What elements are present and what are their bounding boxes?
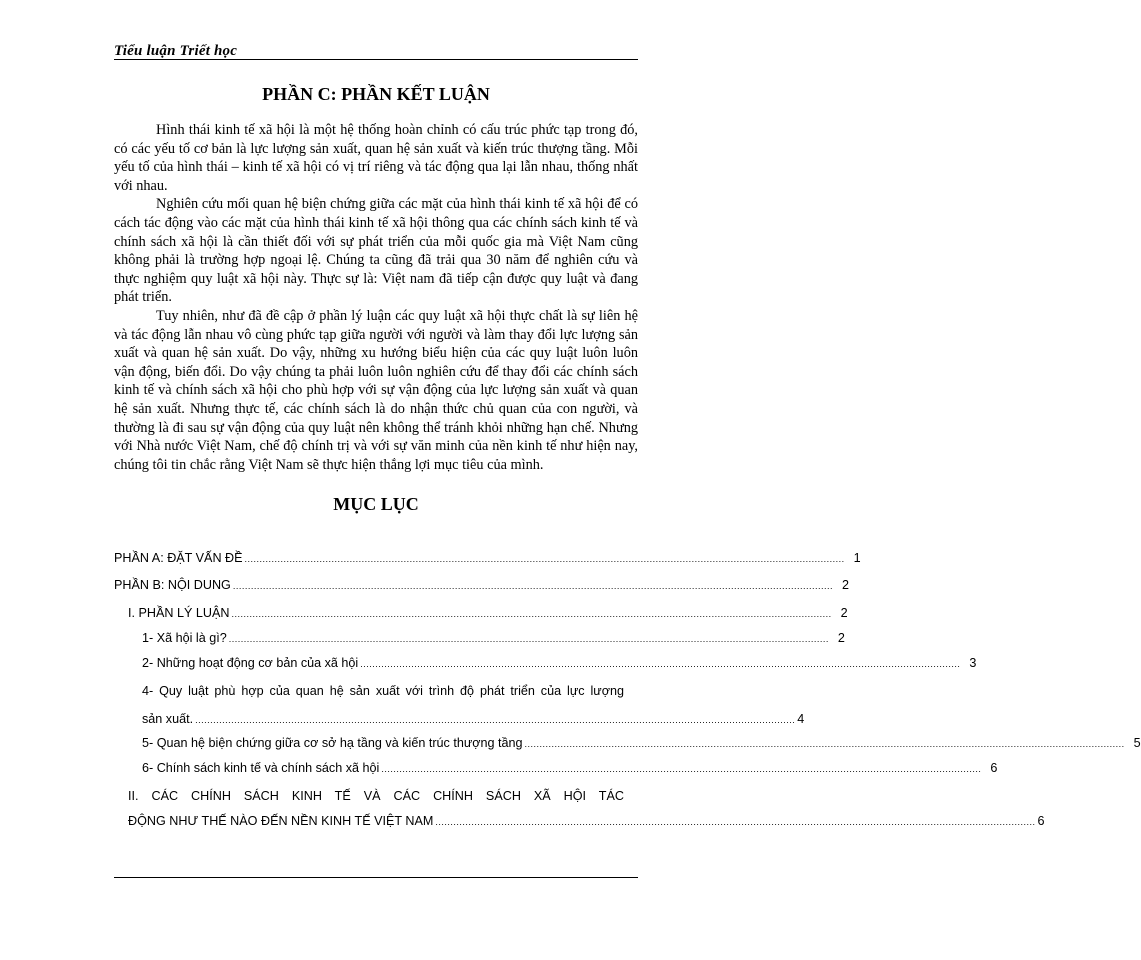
toc-page-number: 6 (1037, 814, 1045, 828)
toc-page-number: 2 (841, 578, 849, 592)
toc-entry-society[interactable] (114, 631, 845, 651)
footer-rule (114, 877, 638, 878)
toc-leader-dots: ........................................................................................................................................................................................................ (524, 739, 1125, 749)
toc-entry-part-a[interactable] (114, 551, 861, 571)
toc-entry-theory[interactable] (114, 606, 848, 626)
toc-entry-label: PHẦN A: ĐẶT VẤN ĐỀ (114, 551, 243, 565)
header-rule (114, 59, 638, 60)
toc-entry-label: 5- Quan hệ biện chứng giữa cơ sở hạ tầng và kiến trúc thượng tầng (142, 736, 523, 750)
conclusion-body (114, 121, 638, 474)
toc-page-number: 3 (969, 656, 977, 670)
toc-entry-activities[interactable] (114, 656, 977, 676)
conclusion-paragraph-1: Hình thái kinh tế xã hội là một hệ thống hoàn chỉnh có cấu trúc phức tạp trong đó, có các yếu tố cơ bản là lực lượng sản xuất, quan hệ sản xuất và kiến trúc thượng tầng. Mỗi yếu tố của hình thái – kinh tế xã hội có vị trí riêng và tác động qua lại lẫn nhau, thống nhất với nhau. (114, 122, 638, 194)
toc-page-number: 6 (990, 761, 998, 775)
toc-entry-label: 2- Những hoạt động cơ bản của xã hội (142, 656, 359, 670)
toc-entry-label: I. PHẦN LÝ LUẬN (128, 606, 230, 620)
toc-page-number: 2 (840, 606, 848, 620)
toc-leader-dots: ........................................................................................................................................................................................................ (360, 659, 961, 669)
toc-leader-dots: ........................................................................................................................................................................................................ (381, 764, 982, 774)
toc-page-number: 5 (1133, 736, 1141, 750)
toc-entry-policies[interactable] (114, 761, 998, 781)
toc-entry-label-line2: ĐỘNG NHƯ THẾ NÀO ĐẾN NỀN KINH TẾ VIỆT NAM (128, 814, 434, 828)
toc-entry-dialectic[interactable] (114, 736, 1141, 756)
toc-leader-dots: ........................................................................................................................................................................................................ (195, 715, 796, 725)
conclusion-paragraph-2: Nghiên cứu mối quan hệ biện chứng giữa các mặt của hình thái kinh tế xã hội để có cách tác động vào các mặt của hình thái kinh tế xã hội thông qua các chính sách kinh tế và chính sách xã hội là cần thiết đối với sự phát triển của mỗi quốc gia mà Việt Nam cũng không phải là trường hợp ngoại lệ. Chúng ta cũng đã trải qua 30 năm để nghiên cứu và thực nghiệm quy luật xã hội này. Thực sự là: Việt nam đã tiếp cận được quy luật và đang phát triển. (114, 196, 638, 306)
toc-heading: MỤC LỤC (333, 494, 419, 514)
toc-leader-dots: ........................................................................................................................................................................................................ (228, 634, 829, 644)
toc-entry-impact[interactable] (128, 786, 1045, 831)
toc-entry-label-line1: 4- Quy luật phù hợp của quan hệ sản xuất với trình độ phát triển của lực lượng (142, 684, 624, 698)
toc-leader-dots: ........................................................................................................................................................................................................ (244, 554, 845, 564)
toc-entry-label-line1: II. CÁC CHÍNH SÁCH KINH TẾ VÀ CÁC CHÍNH SÁCH XÃ HỘI TÁC (128, 789, 624, 803)
toc-entry-law[interactable] (142, 681, 805, 729)
running-header: Tiểu luận Triết học (114, 43, 238, 59)
toc-leader-dots: ........................................................................................................................................................................................................ (232, 581, 833, 591)
toc-page-number: 1 (853, 551, 861, 565)
toc-entry-label: 1- Xã hội là gì? (142, 631, 227, 645)
toc-leader-dots: ........................................................................................................................................................................................................ (231, 609, 832, 619)
toc-leader-dots: ........................................................................................................................................................................................................ (435, 817, 1036, 827)
toc-page-number: 4 (797, 712, 805, 726)
toc-page-number: 2 (837, 631, 845, 645)
toc-entry-part-b[interactable] (114, 578, 849, 598)
toc-entry-label-line2: sản xuất. (142, 712, 194, 726)
conclusion-heading: PHẦN C: PHẦN KẾT LUẬN (262, 84, 490, 104)
conclusion-paragraph-3: Tuy nhiên, như đã đề cập ở phần lý luận các quy luật xã hội thực chất là sự liên hệ và tác động lẫn nhau vô cùng phức tạp giữa người với người và làm thay đổi lực lượng sản xuất và quan hệ sản xuất. Do vậy, những xu hướng biểu hiện của các quy luật luôn luôn vận động, biến đổi. Do vậy chúng ta phải luôn luôn nghiên cứu để thay đổi các chính sách kinh tế và chính sách xã hội cho phù hợp với sự vận động của lực lượng sản xuất và quan hệ sản xuất. Nhưng thực tế, các chính sách là do nhận thức chủ quan của con người, và thường là đi sau sự vận động của quy luật nên không thể tránh khỏi những hạn chế. Nhưng với Nhà nước Việt Nam, chế độ chính trị và với sự văn minh của nền kinh tế như hiện nay, chúng tôi tin chắc rằng Việt Nam sẽ thực hiện thắng lợi mục tiêu của mình. (114, 307, 638, 473)
toc-entry-label: PHẦN B: NỘI DUNG (114, 578, 231, 592)
toc-entry-label: 6- Chính sách kinh tế và chính sách xã hội (142, 761, 380, 775)
